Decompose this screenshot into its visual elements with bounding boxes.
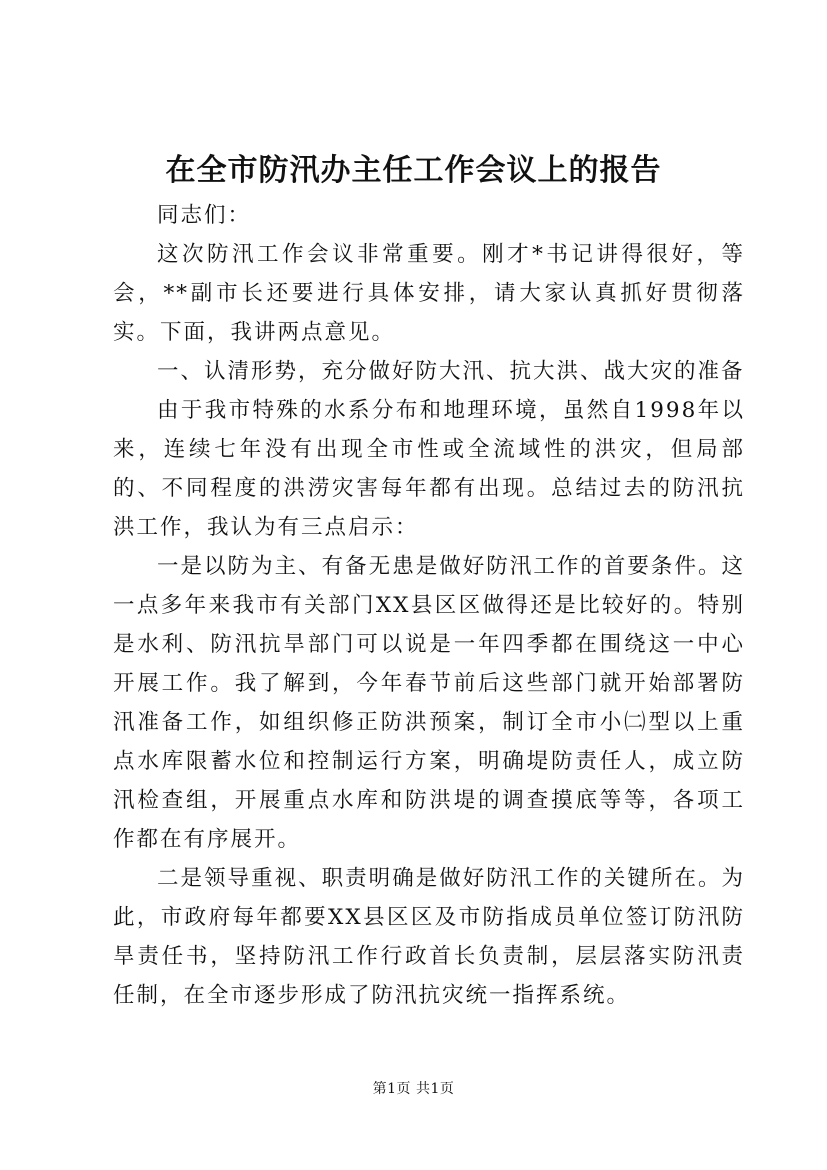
paragraph-point-1: 一是以防为主、有备无患是做好防汛工作的首要条件。这一点多年来我市有关部门XX县区区做得还是比较好的。特别是水利、防汛抗旱部门可以说是一年四季都在围绕这一中心开展工作。我了解到，今年春节前后这些部门就开始部署防汛准备工作，如组织修正防洪预案，制订全市小㈡型以上重点水库限蓄水位和控制运行方案，明确堤防责任人，成立防汛检查组，开展重点水库和防洪堤的调查摸底等等，各项工作都在有序展开。 xyxy=(113,554,745,852)
page-footer: 第1页 共1页 xyxy=(372,1081,455,1097)
paragraph-point-2: 二是领导重视、职责明确是做好防汛工作的关键所在。为此，市政府每年都要XX县区区及市防指成员单位签订防汛防旱责任书，坚持防汛工作行政首长负责制，层层落实防汛责任制，在全市逐步形成了防汛抗灾统一指挥系统。 xyxy=(113,866,745,1008)
document-title: 在全市防汛办主任工作会议上的报告 xyxy=(165,153,662,188)
paragraph-intro: 这次防汛工作会议非常重要。刚才*书记讲得很好，等会，**副市长还要进行具体安排，请大家认真抓好贯彻落实。下面，我讲两点意见。 xyxy=(113,242,745,345)
salutation: 同志们： xyxy=(157,203,252,228)
paragraph-situation: 由于我市特殊的水系分布和地理环境，虽然自1998年以来，连续七年没有出现全市性或全流域性的洪灾，但局部的、不同程度的洪涝灾害每年都有出现。总结过去的防汛抗洪工作，我认为有三点启示： xyxy=(113,398,745,540)
section-heading-1: 一、认清形势，充分做好防大汛、抗大洪、战大灾的准备 xyxy=(157,359,745,384)
document-body xyxy=(113,196,745,1015)
